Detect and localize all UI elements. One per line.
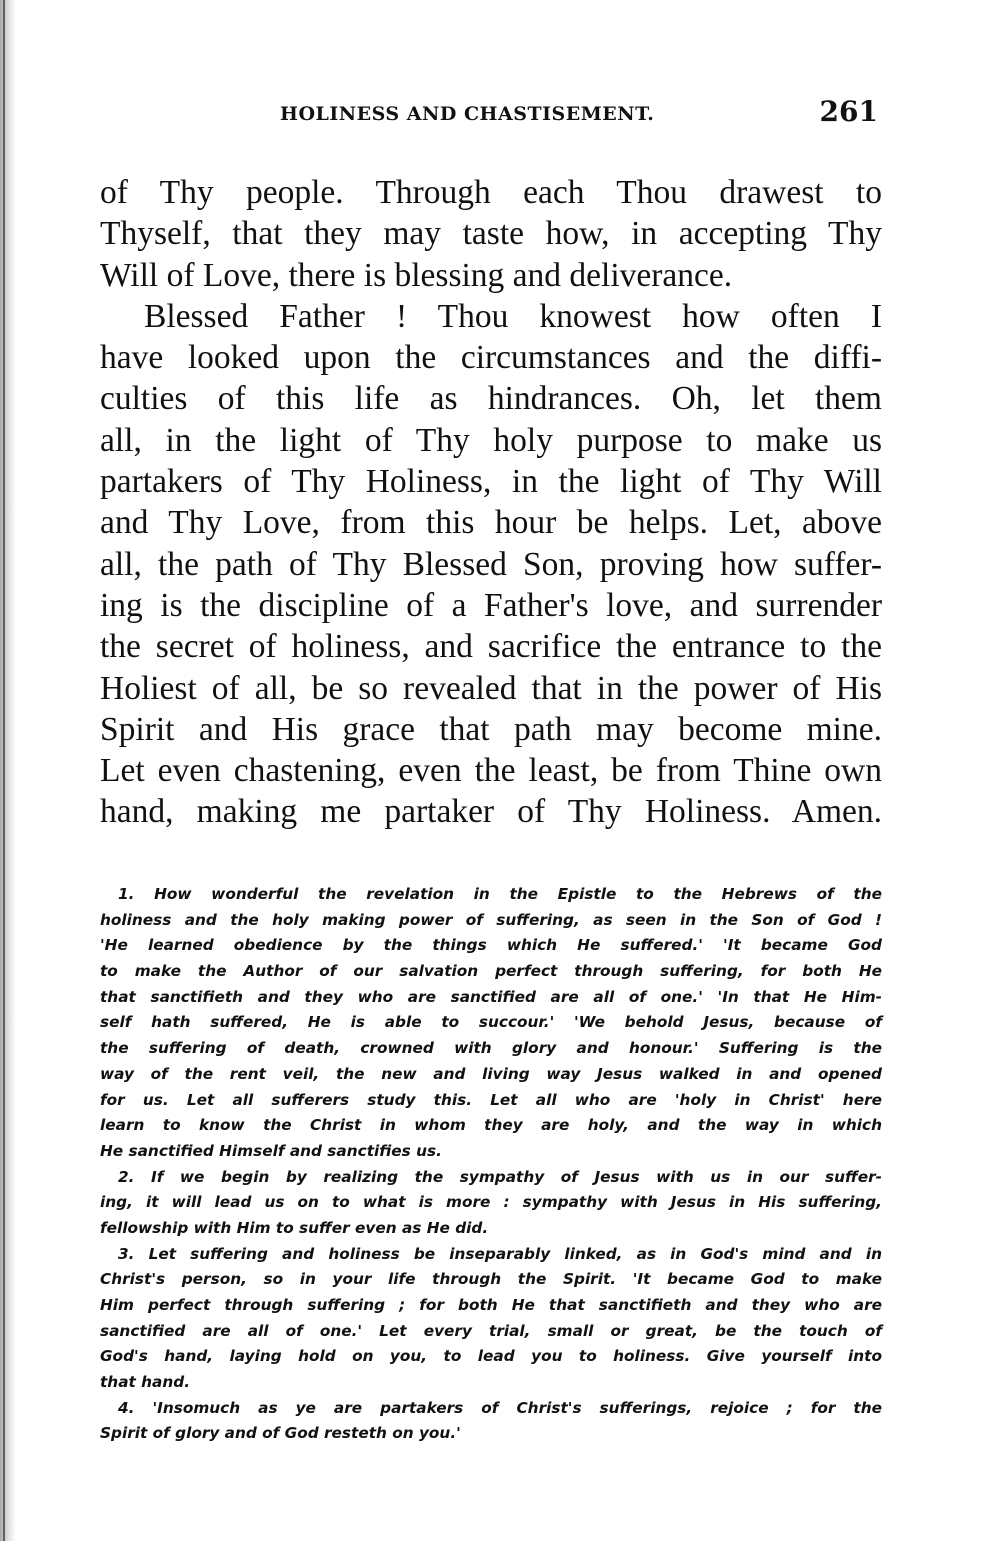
body-line: Let even chastening, even the least, be from Thine own: [100, 752, 882, 790]
body-line: and Thy Love, from this hour be helps. Let, above: [100, 504, 882, 542]
body-line: culties of this life as hindrances. Oh, let them: [100, 380, 882, 418]
note-line: fellowship with Him to suffer even as He did.: [100, 1218, 489, 1237]
note-line: 4. 'Insomuch as ye are partakers of Christ's sufferings, rejoice ; for the: [118, 1398, 882, 1417]
note-line: Christ's person, so in your life through the Spirit. 'It became God to make: [100, 1270, 882, 1289]
body-line: Blessed Father ! Thou knowest how often I: [144, 297, 882, 335]
note-line: learn to know the Christ in whom they are holy, and the way in which: [100, 1116, 882, 1135]
note-line: that sanctifieth and they who are sanctified are all of one.' 'In that He Him-: [100, 987, 882, 1006]
running-title: HOLINESS AND CHASTISEMENT.: [280, 103, 655, 125]
binding-edge-line: [3, 0, 5, 1541]
note-line: ing, it will lead us on to what is more : sympathy with Jesus in His suffering,: [100, 1193, 882, 1212]
body-line: have looked upon the circumstances and the diffi-: [100, 339, 882, 377]
note-line: Him perfect through suffering ; for both He that sanctifieth and they who are: [100, 1296, 882, 1314]
note-line: way of the rent veil, the new and living way Jesus walked in and opened: [100, 1064, 882, 1083]
note-line: the suffering of death, crowned with glory and honour.' Suffering is the: [100, 1039, 882, 1058]
note-line: He sanctified Himself and sanctifies us.: [100, 1141, 442, 1160]
note-line: God's hand, laying hold on you, to lead you to holiness. Give yourself into: [100, 1347, 882, 1366]
note-line: 'He learned obedience by the things which He suffered.' 'It became God: [100, 936, 882, 955]
running-head: [100, 95, 880, 135]
body-line: the secret of holiness, and sacrifice the entrance to the: [100, 628, 882, 666]
note-line: 3. Let suffering and holiness be inseparably linked, as in God's mind and in: [118, 1244, 882, 1263]
body-text: [100, 172, 882, 833]
body-line: Spirit and His grace that path may become mine.: [100, 710, 882, 748]
note-line: for us. Let all sufferers study this. Let all who are 'holy in Christ' here: [100, 1090, 882, 1109]
body-line: all, the path of Thy Blessed Son, proving how suffer-: [100, 545, 882, 583]
body-line: Thyself, that they may taste how, in accepting Thy: [100, 215, 882, 253]
note-line: holiness and the holy making power of suffering, as seen in the Son of God !: [100, 910, 882, 929]
page-number: 261: [819, 95, 878, 128]
note-line: self hath suffered, He is able to succour.' 'We behold Jesus, because of: [100, 1013, 882, 1032]
note-line: 1. How wonderful the revelation in the Epistle to the Hebrews of the: [118, 885, 882, 903]
note-line: Spirit of glory and of God resteth on you.': [100, 1424, 461, 1443]
body-line: partakers of Thy Holiness, in the light of Thy Will: [100, 463, 882, 501]
note-line: sanctified are all of one.' Let every trial, small or great, be the touch of: [100, 1321, 882, 1340]
note-line: that hand.: [100, 1373, 191, 1392]
note-line: to make the Author of our salvation perfect through suffering, for both He: [100, 962, 882, 981]
footnotes: [100, 882, 882, 1447]
body-line: hand, making me partaker of Thy Holiness. Amen.: [100, 793, 882, 831]
body-line: of Thy people. Through each Thou drawest to: [100, 174, 882, 211]
body-line: Holiest of all, be so revealed that in the power of His: [100, 669, 882, 707]
body-line: Will of Love, there is blessing and deliverance.: [100, 256, 733, 294]
body-line: ing is the discipline of a Father's love, and surrender: [100, 586, 882, 624]
body-line: all, in the light of Thy holy purpose to make us: [100, 421, 882, 459]
note-line: 2. If we begin by realizing the sympathy of Jesus with us in our suffer-: [118, 1167, 882, 1186]
